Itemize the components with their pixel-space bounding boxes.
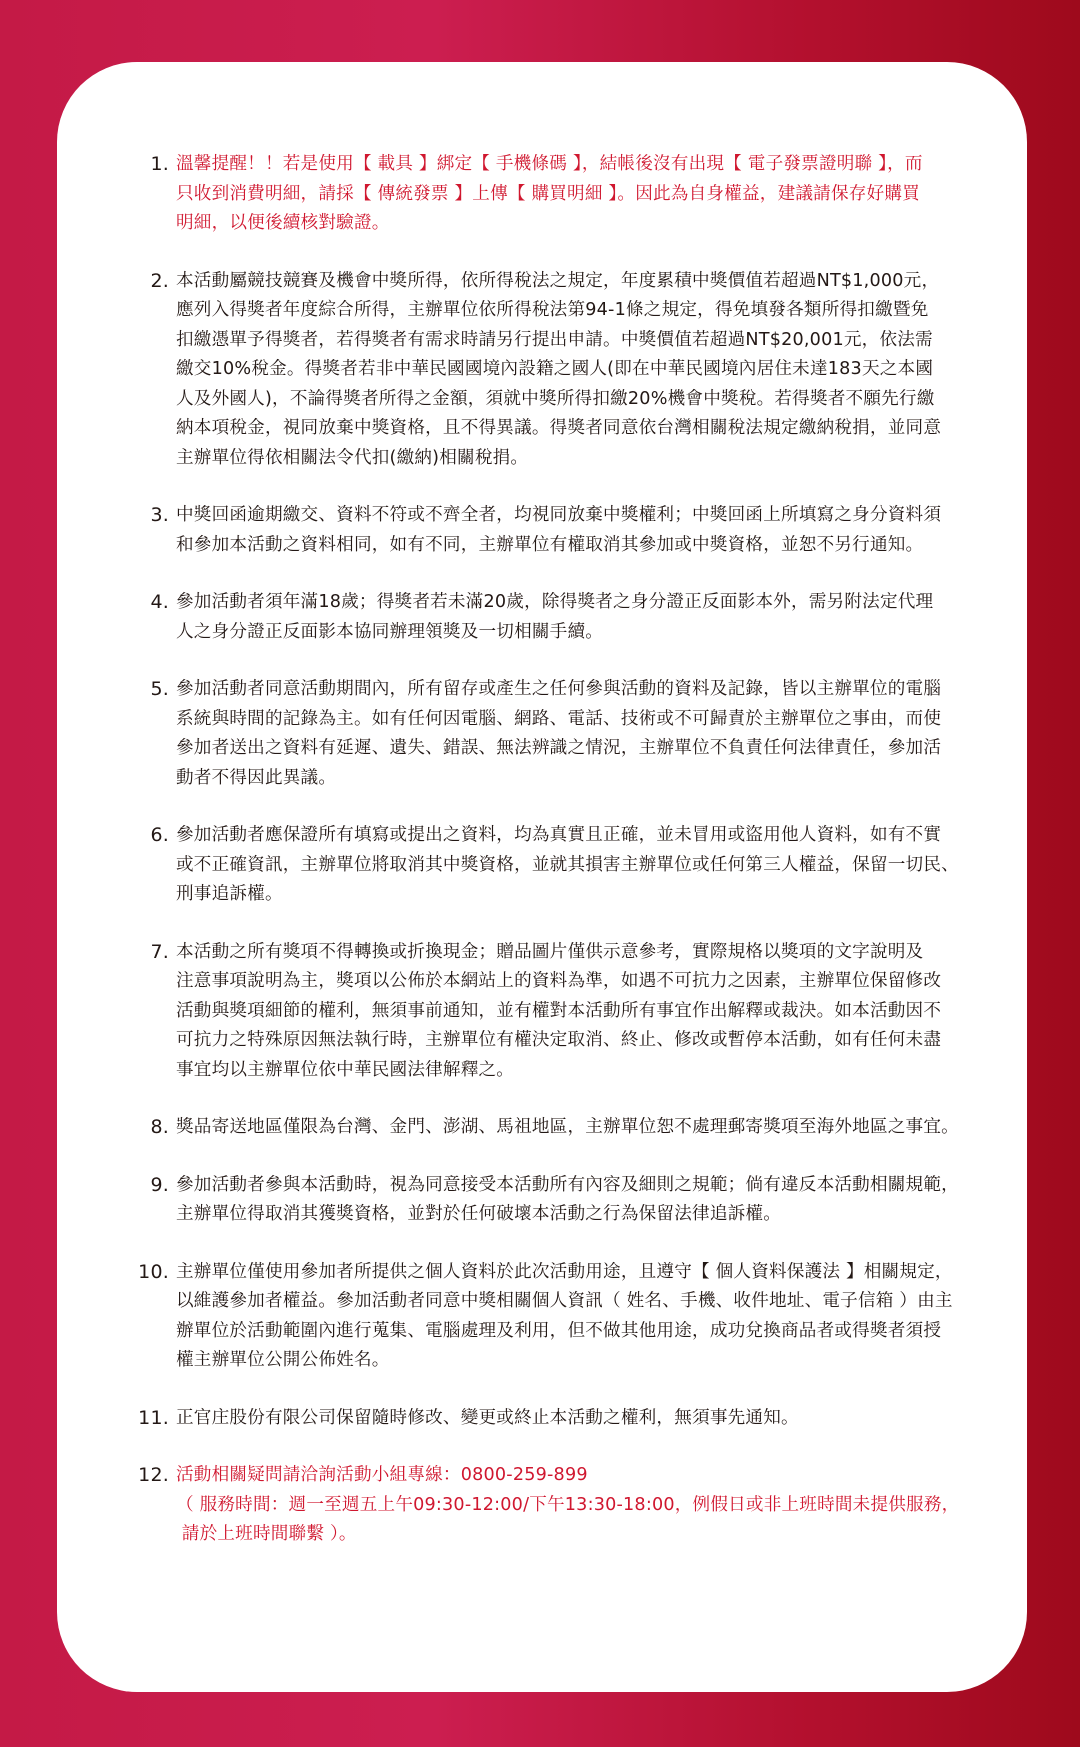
rule-item-11 bbox=[119, 1404, 1019, 1434]
rule-text: 本活動屬競技競賽及機會中獎所得，依所得稅法之規定，年度累積中獎價值若超過NT$1,000元， 應列入得獎者年度綜合所得，主辦單位依所得稅法第94-1條之規定，得免填發各類所得扣繳暨免 扣繳憑單予得獎者，若得獎者有需求時請另行提出申請。中獎價值若超過NT$20,001元，依法需 繳交10%稅金。得獎者若非中華民國國境內設籍之國人(即在中華民國境內居住未達183天之本國 人及外國人)，不論得獎者所得之金額，須就中獎所得扣繳20%機會中獎稅。若得獎者不願先行繳 納本項稅金，視同放棄中獎資格，且不得異議。得獎者同意依台灣相關稅法規定繳納稅捐，並同意 主辦單位得依相關法令代扣(繳納)相關稅捐。 bbox=[176, 270, 942, 468]
rule-text: 獎品寄送地區僅限為台灣、金門、澎湖、馬祖地區，主辦單位恕不處理郵寄獎項至海外地區之事宜。 bbox=[176, 1117, 959, 1137]
rule-number: 11. bbox=[138, 1406, 169, 1429]
rule-text: 參加活動者同意活動期間內，所有留存或產生之任何參與活動的資料及記錄，皆以主辦單位的電腦 系統與時間的記錄為主。如有任何因電腦、網路、電話、技術或不可歸責於主辦單位之事由，而使 參加者送出之資料有延遲、遺失、錯誤、無法辨識之情況，主辦單位不負責任何法律責任，參加活 動者不得因此異議。 bbox=[176, 679, 942, 788]
rule-number: 1. bbox=[150, 153, 169, 175]
rule-text: 本活動之所有獎項不得轉換或折換現金；贈品圖片僅供示意參考，實際規格以獎項的文字說明及 注意事項說明為主，獎項以公佈於本網站上的資料為準，如遇不可抗力之因素，主辦單位保留修改 活動與獎項細節的權利，無須事前通知，並有權對本活動所有事宜作出解釋或裁決。如本活動因不 可抗力之特殊原因無法執行時，主辦單位有權決定取消、終止、修改或暫停本活動，如有任何未盡 事宜均以主辦單位依中華民國法律解釋之。 bbox=[176, 941, 942, 1080]
rule-text: 中獎回函逾期繳交、資料不符或不齊全者，均視同放棄中獎權利；中獎回函上所填寫之身分資料須 和參加本活動之資料相同，如有不同，主辦單位有權取消其參加或中獎資格，並恕不另行通知。 bbox=[176, 505, 942, 555]
notice-card bbox=[57, 62, 1027, 1692]
rule-item-4 bbox=[119, 588, 1019, 647]
rule-item-5 bbox=[119, 675, 1019, 793]
rule-number: 2. bbox=[150, 269, 169, 292]
rule-number: 10. bbox=[138, 1260, 169, 1283]
rule-number: 8. bbox=[150, 1116, 169, 1138]
rule-item-9 bbox=[119, 1171, 1019, 1230]
rule-item-3 bbox=[119, 501, 1019, 560]
rule-text: 主辦單位僅使用參加者所提供之個人資料於此次活動用途，且遵守【 個人資料保護法 】相關規定， 以維護參加者權益。參加活動者同意中獎相關個人資訊（ 姓名、手機、收件地址、電子信箱 ）由主 辦單位於活動範圍內進行蒐集、電腦處理及利用，但不做其他用途，成功兌換商品者或得獎者須授 權主辦單位公開公佈姓名。 bbox=[176, 1261, 953, 1370]
rule-number: 4. bbox=[150, 591, 169, 613]
rules-list bbox=[119, 150, 1019, 1578]
rule-text: 正官庄股份有限公司保留隨時修改、變更或終止本活動之權利，無須事先通知。 bbox=[176, 1407, 799, 1428]
rule-item-1 bbox=[119, 150, 1019, 239]
rule-text: 活動相關疑問請洽詢活動小組專線：0800-259-899 （ 服務時間：週一至週五上午09:30-12:00/下午13:30-18:00，例假日或非上班時間未提供服務， 請於上班時間聯繫 ）。 bbox=[176, 1465, 960, 1544]
rule-text: 參加活動者參與本活動時，視為同意接受本活動所有內容及細則之規範；倘有違反本活動相關規範， 主辦單位得取消其獲獎資格，並對於任何破壞本活動之行為保留法律追訴權。 bbox=[176, 1174, 959, 1224]
rule-item-10 bbox=[119, 1258, 1019, 1376]
rule-number: 9. bbox=[150, 1173, 169, 1196]
rule-item-8 bbox=[119, 1113, 1019, 1143]
rule-item-2 bbox=[119, 267, 1019, 474]
rule-item-6 bbox=[119, 821, 1019, 910]
rule-number: 7. bbox=[150, 940, 169, 963]
rule-number: 3. bbox=[150, 504, 169, 526]
rule-number: 6. bbox=[150, 824, 169, 846]
rule-item-7 bbox=[119, 938, 1019, 1086]
rule-item-12 bbox=[119, 1461, 1019, 1550]
rule-number: 12. bbox=[138, 1464, 169, 1486]
rule-text: 溫馨提醒！！若是使用【 載具 】綁定【 手機條碼 】，結帳後沒有出現【 電子發票證明聯 】，而 只收到消費明細，請採【 傳統發票 】上傳【 購買明細 】。因此為自身權益，建議請保存好購買 明細，以便後續核對驗證。 bbox=[176, 154, 923, 233]
rule-text: 參加活動者須年滿18歲；得獎者若未滿20歲，除得獎者之身分證正反面影本外，需另附法定代理 人之身分證正反面影本協同辦理領獎及一切相關手續。 bbox=[176, 592, 934, 642]
rule-text: 參加活動者應保證所有填寫或提出之資料，均為真實且正確，並未冒用或盜用他人資料，如有不實 或不正確資訊，主辦單位將取消其中獎資格，並就其損害主辦單位或任何第三人權益，保留一切民、 刑事追訴權。 bbox=[176, 825, 959, 904]
rule-number: 5. bbox=[150, 678, 169, 700]
